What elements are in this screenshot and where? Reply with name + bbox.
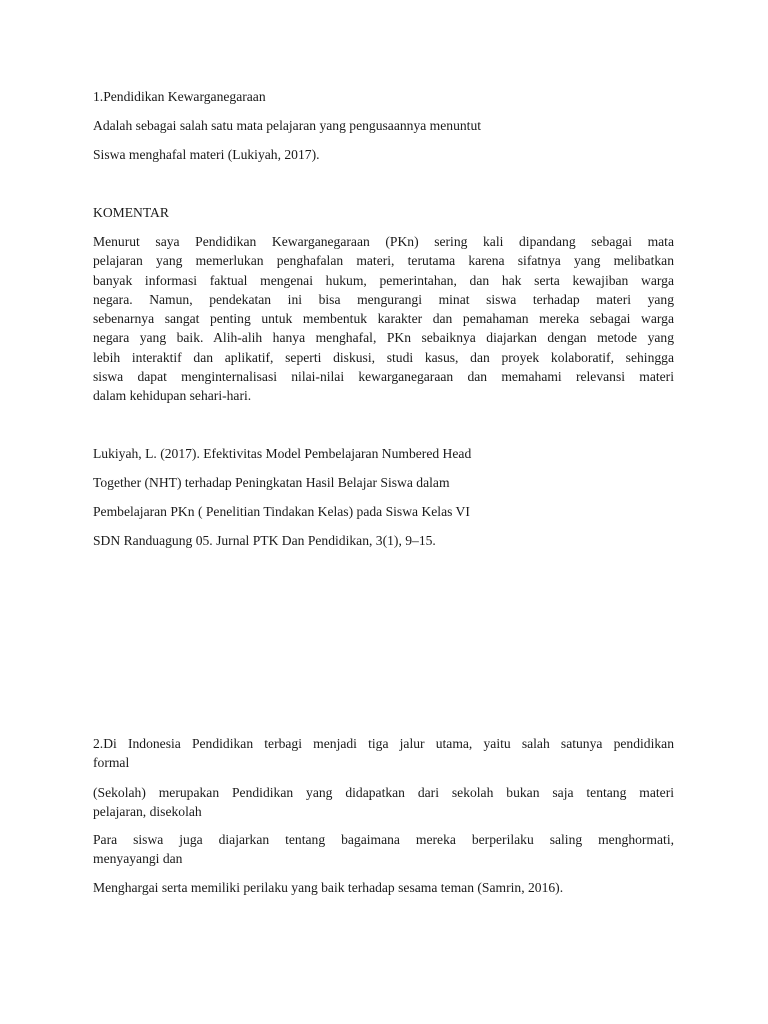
reference-line: Pembelajaran PKn ( Penelitian Tindakan Kelas) pada Siswa Kelas VI <box>93 504 470 519</box>
comment-line: banyak informasi faktual mengenai hukum, pemerintahan, dan hak serta kewajiban warga <box>93 272 674 288</box>
definition-line: Adalah sebagai salah satu mata pelajaran yang pengusaannya menuntut <box>93 118 482 133</box>
section2-paragraph <box>93 830 674 869</box>
comment-line: pelajaran yang memerlukan penghafalan materi, terutama karena sifatnya yang melibatkan <box>93 253 674 269</box>
section2-paragraph <box>93 734 674 773</box>
comment-line: lebih interaktif dan aplikatif, seperti diskusi, studi kasus, dan proyek kolaboratif, sehingga <box>93 349 674 365</box>
paragraph-line: Para siswa juga diajarkan tentang bagaimana mereka berperilaku saling menghormati, <box>93 832 674 847</box>
section-heading: 1.Pendidikan Kewarganegaraan <box>93 89 266 104</box>
comment-heading: KOMENTAR <box>93 205 169 220</box>
paragraph-line: formal <box>93 755 130 771</box>
reference-line: Lukiyah, L. (2017). Efektivitas Model Pembelajaran Numbered Head <box>93 446 472 461</box>
comment-line: negara yang baik. Alih-alih hanya menghafal, PKn sebaiknya diajarkan dengan metode yang <box>93 330 674 346</box>
paragraph-line: Menghargai serta memiliki perilaku yang baik terhadap sesama teman (Samrin, 2016). <box>93 880 564 895</box>
comment-paragraph <box>93 232 674 406</box>
comment-line: dalam kehidupan sehari-hari. <box>93 388 252 404</box>
comment-line: Menurut saya Pendidikan Kewarganegaraan (PKn) sering kali dipandang sebagai mata <box>93 234 674 249</box>
paragraph-line: menyayangi dan <box>93 851 183 867</box>
comment-line: siswa dapat menginternalisasi nilai-nilai kewarganegaraan dan memahami relevansi materi <box>93 369 674 385</box>
comment-line: negara. Namun, pendekatan ini bisa mengurangi minat siswa terhadap materi yang <box>93 291 674 307</box>
paragraph-line: 2.Di Indonesia Pendidikan terbagi menjadi tiga jalur utama, yaitu salah satunya pendidikan <box>93 736 674 751</box>
definition-line: Siswa menghafal materi (Lukiyah, 2017). <box>93 147 320 162</box>
paragraph-line: pelajaran, disekolah <box>93 804 202 820</box>
comment-line: sebenarnya sangat penting untuk membentuk karakter dan pemahaman mereka sebagai warga <box>93 311 674 327</box>
section2-paragraph <box>93 783 674 822</box>
reference-line: Together (NHT) terhadap Peningkatan Hasil Belajar Siswa dalam <box>93 475 450 490</box>
paragraph-line: (Sekolah) merupakan Pendidikan yang didapatkan dari sekolah bukan saja tentang materi <box>93 785 674 800</box>
reference-line: SDN Randuagung 05. Jurnal PTK Dan Pendidikan, 3(1), 9–15. <box>93 533 436 548</box>
